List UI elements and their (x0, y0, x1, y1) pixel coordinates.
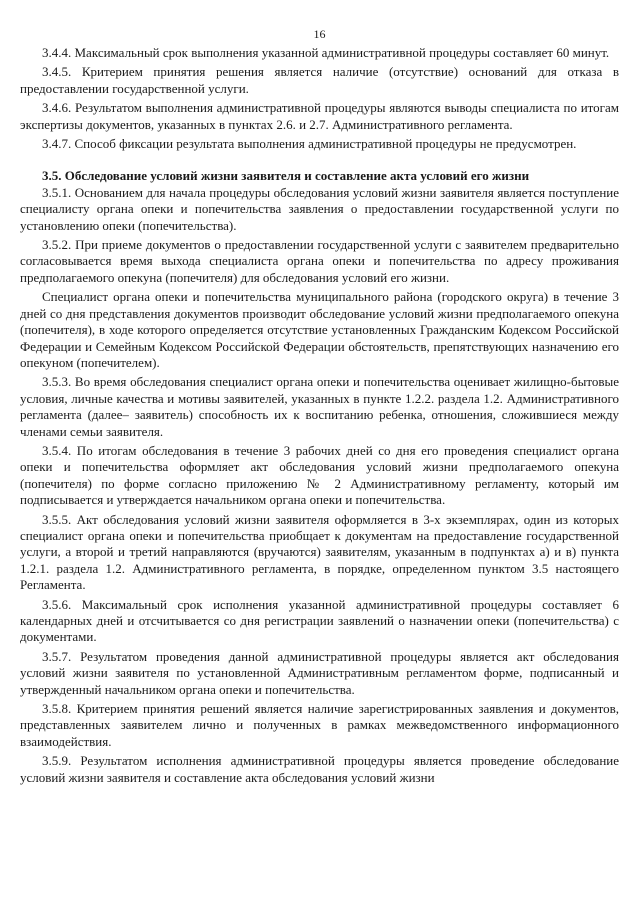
paragraph-3-4-4: 3.4.4. Максимальный срок выполнения указанной административной процедуры составляет 60 минут. (42, 45, 610, 60)
paragraph-specialist-inspection: Специалист органа опеки и попечительства муниципального района (городского округа) в течение 3 дней со дня представления документов производит обследование условий жизни предполагаемого опекуна (попечителя), в ходе которого определяется отсутствие установленных Гражданским Кодексом Российской Федерации и Семейным Кодексом Российской Федерации обстоятельств, препятствующих назначению его опекуном (попечителем). (20, 289, 619, 370)
paragraph-3-5-2: 3.5.2. При приеме документов о предоставлении государственной услуги с заявителем предварительно согласовывается время выхода специалиста органа опеки и попечительства по адресу проживания предполагаемого опекуна (попечителя) для обследования условий его жизни. (20, 237, 619, 285)
paragraph-3-5-1: 3.5.1. Основанием для начала процедуры обследования условий жизни заявителя является поступление специалисту органа опеки и попечительства заявления о предоставлении государственной услуги по установлению опеки (попечительства). (20, 184, 619, 233)
section-heading-3-5: 3.5. Обследование условий жизни заявителя и составление акта условий его жизни (42, 168, 530, 184)
paragraph-3-5-5: 3.5.5. Акт обследования условий жизни заявителя оформляется в 3-х экземплярах, один из которых специалист органа опеки и попечительства приобщает к документам на предоставление государственной услуги, а второй и третий направляются (вручаются) заявителям, указанным в подпунктах а) и в) пункта 1.2.1. раздела 1.2. Административного регламента, в порядке, определенном пунктом 3.5 настоящего Регламента. (20, 511, 619, 593)
paragraph-3-4-5: 3.4.5. Критерием принятия решения является наличие (отсутствие) оснований для отказа в предоставлении государственной услуги. (20, 64, 619, 96)
paragraph-3-4-7: 3.4.7. Способ фиксации результата выполнения административной процедуры не предусмотрен. (42, 136, 577, 152)
page-number: 16 (313, 27, 326, 41)
paragraph-3-5-4: 3.5.4. По итогам обследования в течение 3 рабочих дней со дня его проведения специалист органа опеки и попечительства оформляет акт обследования условий жизни предполагаемого опекуна (попечителя) по форме согласно приложению № 2 Административному регламенту, который им подписывается и утверждается начальником органа опеки и попечительства. (20, 442, 619, 508)
paragraph-3-5-6: 3.5.6. Максимальный срок исполнения указанной административной процедуры составляет 6 календарных дней и отсчитывается со дня регистрации заявлений о назначении опеки (попечительства) с документами. (20, 596, 619, 645)
paragraph-3-5-8: 3.5.8. Критерием принятия решений является наличие зарегистрированных заявления и документов, представленных заявителем лично и полученных в рамках межведомственного информационного взаимодействия. (20, 701, 619, 749)
paragraph-3-5-3: 3.5.3. Во время обследования специалист органа опеки и попечительства оценивает жилищно-бытовые условия, личные качества и мотивы заявителей, указанных в пункте 1.2.2. раздела 1.2. Административного регламента (далее– заявитель) способность их к воспитанию ребенка, отношения, сложившиеся между членами семьи заявителя. (20, 374, 619, 439)
paragraph-3-5-7: 3.5.7. Результатом проведения данной административной процедуры является акт обследования условий жизни заявителя по установленной Административным регламентом форме, подписанный и утвержденный начальником органа опеки и попечительства. (20, 648, 619, 697)
paragraph-3-4-6: 3.4.6. Результатом выполнения административной процедуры являются выводы специалиста по итогам экспертизы документов, указанных в пунктах 2.6. и 2.7. Административного регламента. (20, 100, 619, 132)
paragraph-3-5-9: 3.5.9. Результатом исполнения административной процедуры является проведение обследование условий жизни заявителя и составление акта обследования условий жизни (20, 753, 619, 785)
